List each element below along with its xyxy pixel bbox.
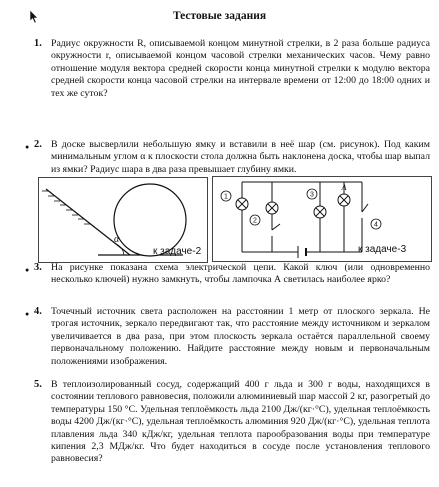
task-5 [36,379,430,466]
task-text: В доске высверлили небольшую ямку и вставили в неё шар (см. рисунок). Под каким минимальным углом α к плоскости стола должна быть наклонена доска, чтобы шар выпал из ямки? Радиус шара в два раза превышает глубину ямки. [51,139,430,175]
task-text: На рисунке показана схема электрической цепи. Какой ключ (или одновременно несколько ключей) нужно замкнуть, чтобы лампочка А светилась наиболее ярко? [51,262,430,286]
lamp-label: A [341,183,347,192]
task-number: 3. [34,262,42,273]
bullet-icon: ● [25,143,30,151]
angle-label: α [114,234,120,245]
key-label: 4 [374,221,378,229]
task-2 [25,139,430,176]
task-text: Радиус окружности R, описываемой концом минутной стрелки, в 2 раза больше радиуса окружности r, описываемой концом часовой стрелки механических часов. Чему равно отношение модуля вектора средней скорости конца минутной стрелки к модулю вектора средней скорости конца часовой стрелки на интервале времени от 12:00 до 18:00 одних и тех же суток? [51,38,430,99]
task-number: 5. [34,379,42,390]
figure-caption: к задаче-2 [153,246,202,257]
bullet-icon: ● [25,266,30,274]
task-number: 1. [34,38,42,49]
task-number: 2. [34,139,42,150]
bullet-icon: ● [25,310,30,318]
task-1 [36,38,430,100]
task-number: 4. [34,306,42,317]
key-label: 3 [310,191,314,199]
key-label: 1 [224,193,228,201]
key-label: 2 [253,217,257,225]
task-4 [25,306,430,368]
task-text: Точечный источник света расположен на расстоянии 1 метр от плоского зеркала. Не трогая источник, зеркало передвигают так, что расстояние между источником и зеркалом увеличивается в два раза, при этом плоскость зеркала остаётся параллельной своему первоначальному положению. Найдите расстояние между новым и первоначальным положениями изображения. [51,306,430,367]
figure-caption: к задаче-3 [358,244,407,255]
task-text: В теплоизолированный сосуд, содержащий 400 г льда и 300 г воды, находящихся в состоянии теплового равновесия, положили алюминиевый шар массой 2 кг, разогретый до температуры 150 °С. Удельная теплоёмкость льда 2100 Дж/(кг·°С), удельная теплоёмкость воды 4200 Дж/(кг·°С), удельная теплоёмкость алюминия 920 Дж/(кг·°С), удельная теплота плавления льда 340 кДж/кг, удельная теплота парообразования воды при температуре кипения 2,3 МДж/кг. Что будет находиться в сосуде после установления теплового равновесия? [51,379,430,465]
page-title: Тестовые задания [172,10,267,22]
task-3 [25,262,430,287]
